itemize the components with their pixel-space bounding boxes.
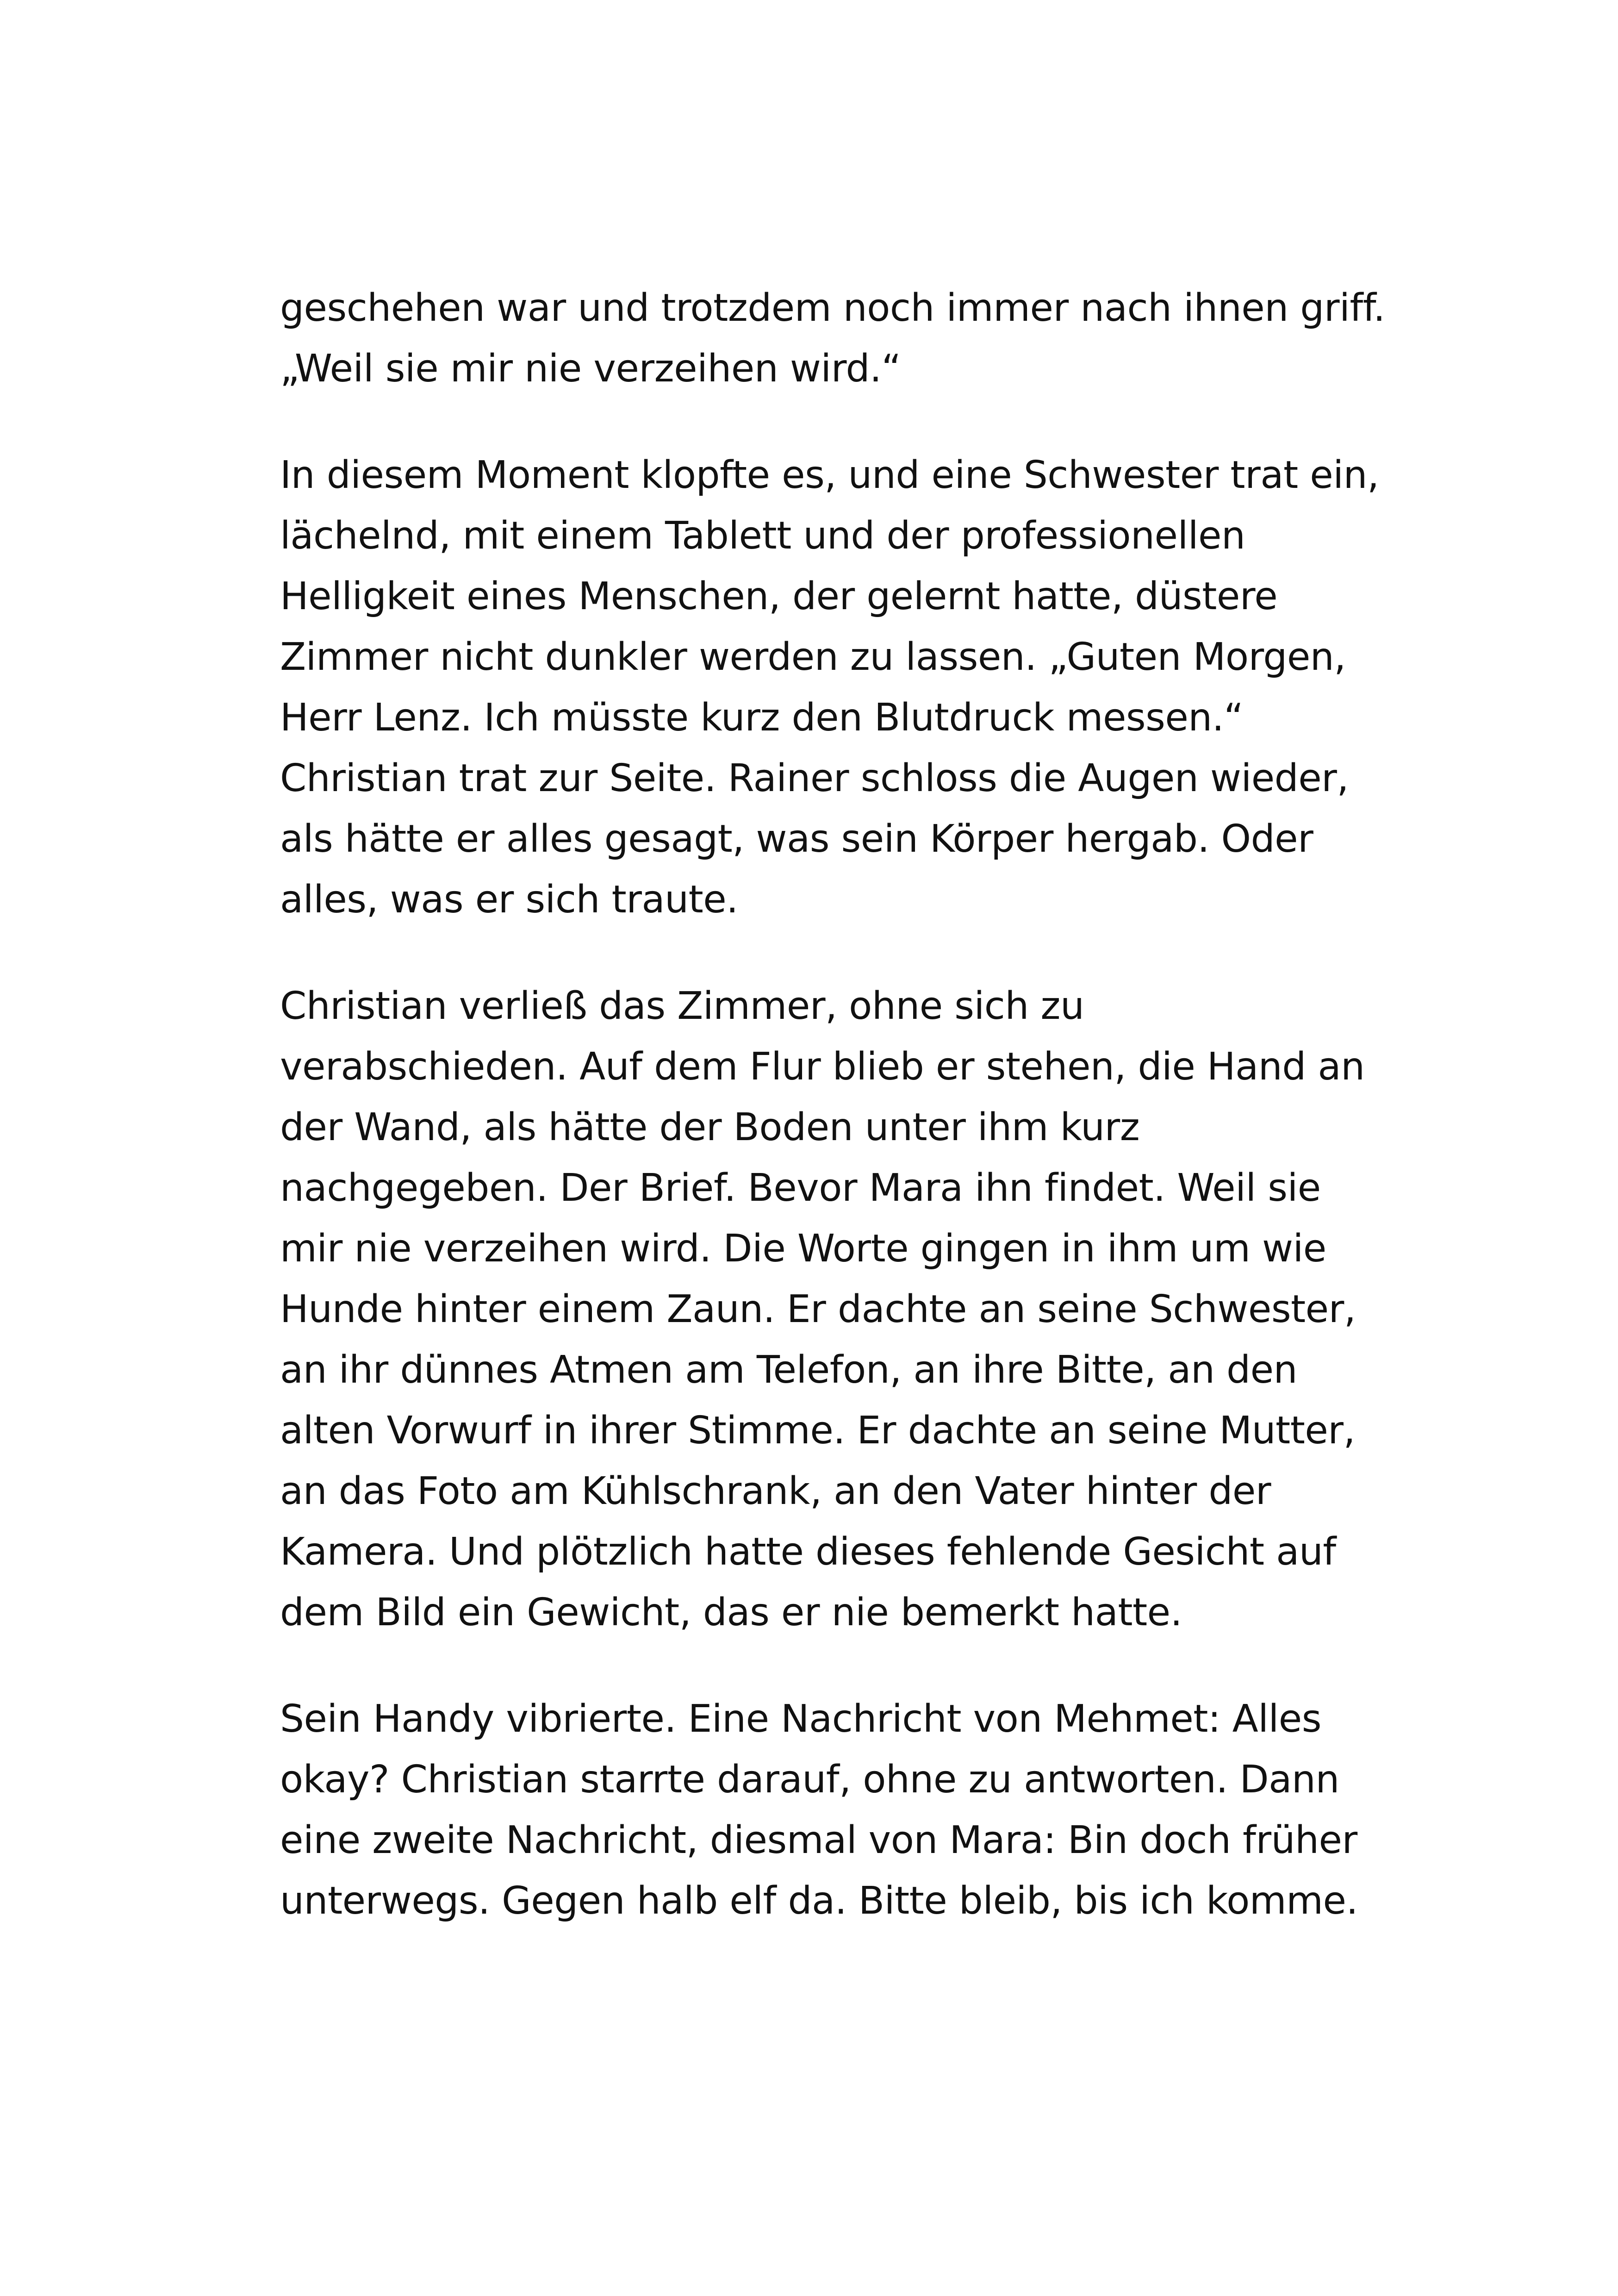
text-line: unterwegs. Gegen halb elf da. Bitte bleib, bis ich komme. xyxy=(280,1879,1358,1923)
text-line: verabschieden. Auf dem Flur blieb er stehen, die Hand an xyxy=(280,1045,1365,1089)
text-line: Sein Handy vibrierte. Eine Nachricht von Mehmet: Alles xyxy=(280,1697,1321,1741)
text-line: nachgegeben. Der Brief. Bevor Mara ihn findet. Weil sie xyxy=(280,1166,1321,1210)
text-line: eine zweite Nachricht, diesmal von Mara: Bin doch früher xyxy=(280,1818,1357,1862)
text-line: als hätte er alles gesagt, was sein Körper hergab. Oder xyxy=(280,817,1313,861)
text-line: In diesem Moment klopfte es, und eine Schwester trat ein, xyxy=(280,453,1379,497)
text-line: Helligkeit eines Menschen, der gelernt hatte, düstere xyxy=(280,574,1278,618)
text-line: okay? Christian starrte darauf, ohne zu antworten. Dann xyxy=(280,1758,1339,1802)
text-line: Zimmer nicht dunkler werden zu lassen. „Guten Morgen, xyxy=(280,635,1346,679)
text-line: Christian verließ das Zimmer, ohne sich zu xyxy=(280,984,1084,1028)
text-line: dem Bild ein Gewicht, das er nie bemerkt hatte. xyxy=(280,1591,1182,1635)
text-line: Hunde hinter einem Zaun. Er dachte an seine Schwester, xyxy=(280,1287,1356,1331)
text-line: alten Vorwurf in ihrer Stimme. Er dachte an seine Mutter, xyxy=(280,1409,1356,1453)
body-text xyxy=(280,278,1385,1931)
paragraph-3 xyxy=(280,976,1365,1643)
text-line: an ihr dünnes Atmen am Telefon, an ihre Bitte, an den xyxy=(280,1348,1297,1392)
text-line: Herr Lenz. Ich müsste kurz den Blutdruck messen.“ xyxy=(280,696,1244,740)
text-line: Christian trat zur Seite. Rainer schloss die Augen wieder, xyxy=(280,756,1349,800)
paragraph-4 xyxy=(280,1689,1358,1931)
text-line: mir nie verzeihen wird. Die Worte gingen in ihm um wie xyxy=(280,1227,1326,1271)
text-line: alles, was er sich traute. xyxy=(280,878,738,922)
text-line: „Weil sie mir nie verzeihen wird.“ xyxy=(280,347,901,391)
text-line: der Wand, als hätte der Boden unter ihm kurz xyxy=(280,1105,1140,1149)
paragraph-1 xyxy=(280,278,1385,399)
text-line: an das Foto am Kühlschrank, an den Vater hinter der xyxy=(280,1469,1271,1513)
text-line: geschehen war und trotzdem noch immer nach ihnen griff. xyxy=(280,286,1385,330)
text-line: lächelnd, mit einem Tablett und der professionellen xyxy=(280,514,1245,558)
text-line: Kamera. Und plötzlich hatte dieses fehlende Gesicht auf xyxy=(280,1530,1336,1574)
paragraph-2 xyxy=(280,445,1379,930)
